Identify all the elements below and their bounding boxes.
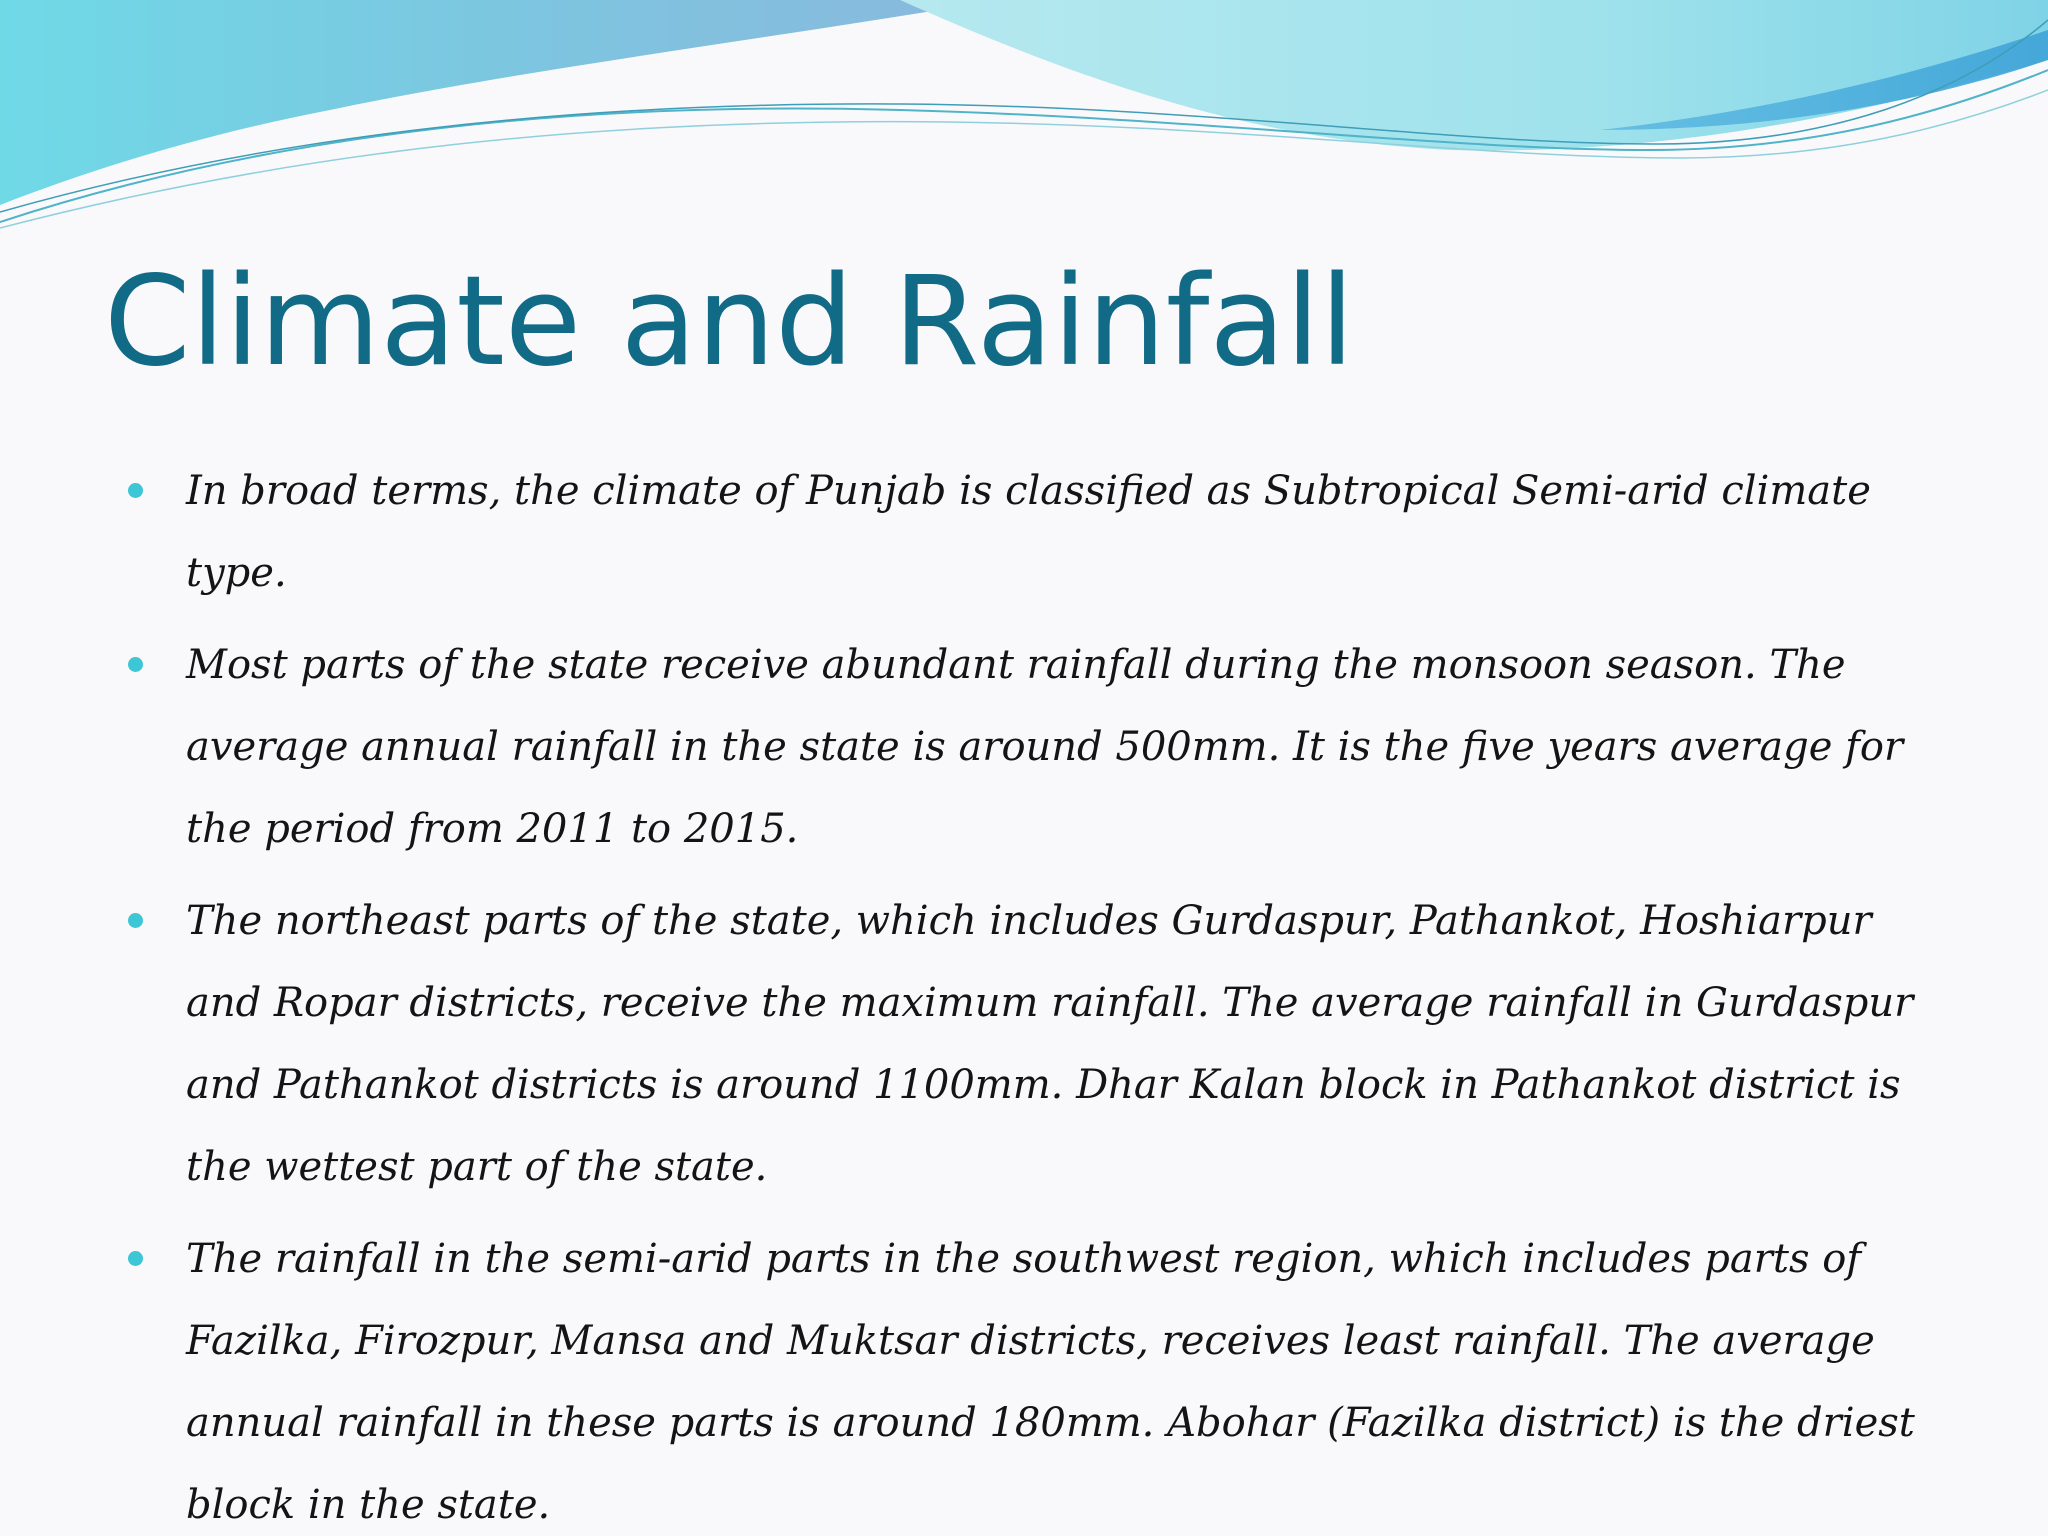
bullet-text: In broad terms, the climate of Punjab is classified as Subtropical Semi-arid climate type. bbox=[186, 468, 1871, 596]
wave-header-decoration bbox=[0, 0, 2048, 240]
bullet-dot-icon bbox=[128, 483, 143, 498]
bullet-item bbox=[124, 450, 1924, 614]
bullet-item bbox=[124, 1218, 1924, 1536]
bullet-dot-icon bbox=[128, 657, 143, 672]
bullet-dot-icon bbox=[128, 913, 143, 928]
bullet-text: The rainfall in the semi-arid parts in the southwest region, which includes parts of Fazilka, Firozpur, Mansa and Muktsar districts, receives least rainfall. The average annual rainfall in these parts is around 180mm. Abohar (Fazilka district) is the driest block in the state. bbox=[186, 1236, 1915, 1528]
bullet-text: Most parts of the state receive abundant rainfall during the monsoon season. The average annual rainfall in the state is around 500mm. It is the five years average for the period from 2011 to 2015. bbox=[186, 642, 1904, 852]
slide-title: Climate and Rainfall bbox=[104, 250, 1355, 394]
bullet-item bbox=[124, 624, 1924, 870]
bullet-dot-icon bbox=[128, 1251, 143, 1266]
bullet-item bbox=[124, 880, 1924, 1208]
bullet-list bbox=[124, 450, 1924, 1536]
bullet-text: The northeast parts of the state, which includes Gurdaspur, Pathankot, Hoshiarpur and Ropar districts, receive the maximum rainfall. The average rainfall in Gurdaspur and Pathankot districts is around 1100mm. Dhar Kalan block in Pathankot district is the wettest part of the state. bbox=[186, 898, 1914, 1190]
